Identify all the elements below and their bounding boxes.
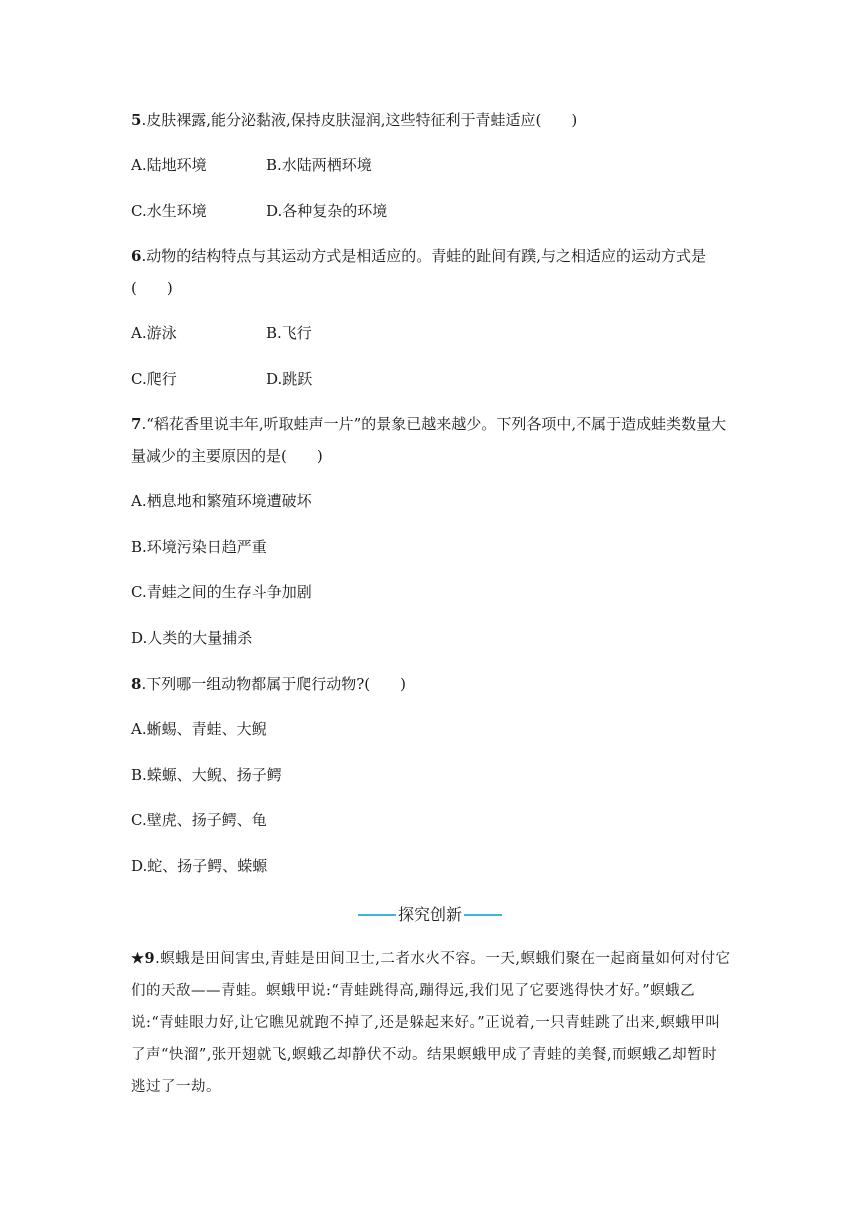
option-c: C.爬行	[131, 370, 177, 388]
option-d: D.蛇、扬子鳄、蝾螈	[131, 857, 268, 875]
question-7-stem-cont: 量减少的主要原因的是( )	[131, 447, 323, 465]
question-number: 6	[131, 247, 142, 265]
question-number: ★9	[131, 950, 156, 967]
question-5-stem	[131, 110, 577, 130]
question-number: 5	[131, 111, 142, 129]
paragraph-line	[131, 943, 731, 975]
option-a: A.蜥蜴、青蛙、大鲵	[131, 720, 267, 738]
question-9-paragraph	[131, 943, 731, 1103]
section-divider-left	[358, 914, 396, 916]
option-b: B.蝾螈、大鲵、扬子鳄	[131, 766, 282, 784]
question-7-stem	[131, 414, 726, 434]
question-text: .下列哪一组动物都属于爬行动物?( )	[141, 675, 406, 693]
question-8-stem	[131, 674, 406, 694]
question-text: .“稻花香里说丰年,听取蛙声一片”的景象已越来越少。下列各项中,不属于造成蛙类数量大	[141, 415, 727, 433]
option-a: A.游泳	[131, 324, 177, 342]
option-d: D.跳跃	[266, 370, 313, 388]
option-a: A.陆地环境	[131, 156, 207, 174]
option-d: D.人类的大量捕杀	[131, 629, 253, 647]
section-divider-right	[464, 914, 502, 916]
option-d: D.各种复杂的环境	[266, 202, 388, 220]
question-number: 7	[131, 415, 142, 433]
question-number: 8	[131, 675, 142, 693]
question-6-stem	[131, 246, 706, 266]
paragraph-text: .螟蛾是田间害虫,青蛙是田间卫士,二者水火不容。一天,螟蛾们聚在一起商量如何对付它	[155, 951, 731, 967]
paragraph-line: 逃过了一劫。	[131, 1079, 221, 1095]
section-header	[0, 903, 860, 926]
paragraph-line: 说:“青蛙眼力好,让它瞧见就跑不掉了,还是躲起来好。”正说着,一只青蛙跳了出来,螟蛾甲叫	[131, 1015, 721, 1031]
option-c: C.水生环境	[131, 202, 207, 220]
option-b: B.水陆两栖环境	[266, 156, 372, 174]
question-6-blank: ( )	[131, 279, 173, 297]
option-b: B.环境污染日趋严重	[131, 538, 267, 556]
option-a: A.栖息地和繁殖环境遭破坏	[131, 492, 312, 510]
paragraph-line: 们的天敌——青蛙。螟蛾甲说:“青蛙跳得高,蹦得远,我们见了它要逃得快才好。”螟蛾乙	[131, 983, 696, 999]
question-text: .动物的结构特点与其运动方式是相适应的。青蛙的趾间有蹼,与之相适应的运动方式是	[141, 247, 706, 265]
question-text: .皮肤裸露,能分泌黏液,保持皮肤湿润,这些特征利于青蛙适应( )	[141, 111, 578, 129]
option-c: C.青蛙之间的生存斗争加剧	[131, 583, 312, 601]
option-b: B.飞行	[266, 324, 312, 342]
option-c: C.壁虎、扬子鳄、龟	[131, 811, 267, 829]
section-title: 探究创新	[397, 904, 462, 924]
paragraph-line: 了声“快溜”,张开翅就飞,螟蛾乙却静伏不动。结果螟蛾甲成了青蛙的美餐,而螟蛾乙却暂时	[131, 1047, 718, 1063]
